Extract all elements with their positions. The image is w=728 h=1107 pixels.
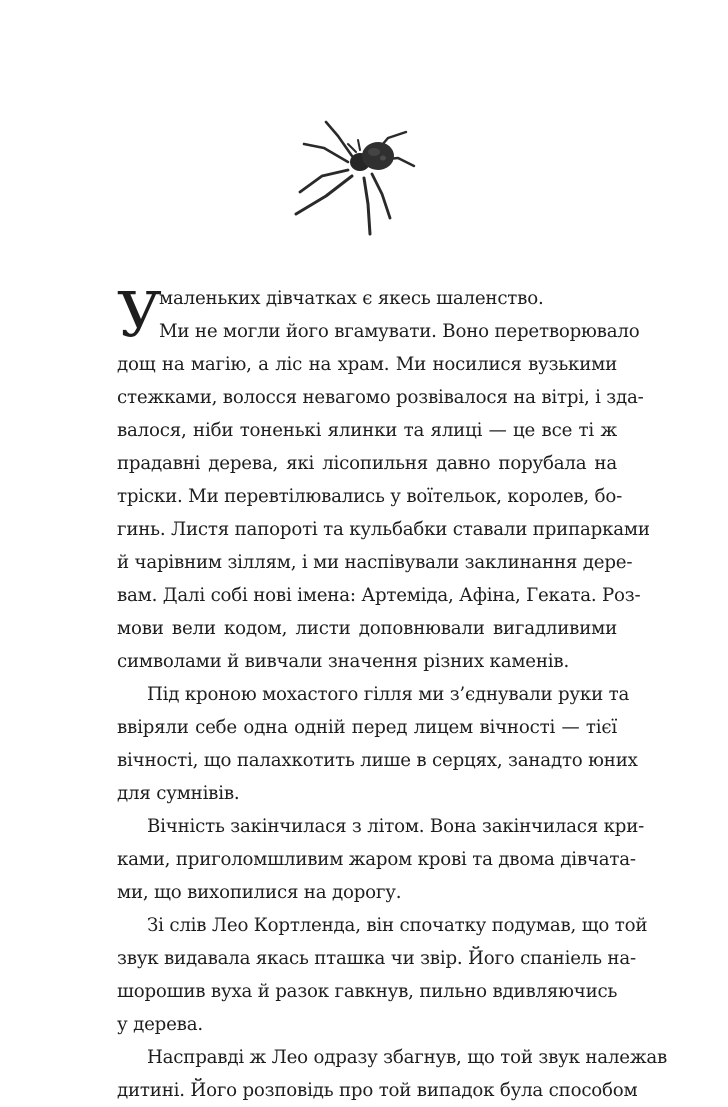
text-line: Зі слів Лео Кортленда, він спочатку подумав, що той xyxy=(147,915,648,936)
text-line: Ми не могли його вгамувати. Воно перетворювало xyxy=(159,321,640,342)
text-line: шорошив вуха й разок гавкнув, пильно вдивляючись xyxy=(117,981,618,1002)
text-line: ми, що вихопилися на дорогу. xyxy=(117,882,402,903)
drop-cap: У xyxy=(117,278,162,351)
text-line: Насправді ж Лео одразу збагнув, що той звук належав xyxy=(147,1047,668,1068)
text-line: й чарівним зіллям, і ми наспівували заклинання дере- xyxy=(117,552,633,573)
text-line: валося, ніби тоненькі ялинки та ялиці — це все ті ж xyxy=(117,420,617,441)
text-line: тріски. Ми перевтілювались у воїтельок, королев, бо- xyxy=(117,486,623,507)
text-lines xyxy=(117,278,668,1107)
text-line: звук видавала якась пташка чи звір. Його спаніель на- xyxy=(117,948,636,969)
text-line: у дерева. xyxy=(117,1014,203,1035)
text-line: вам. Далі собі нові імена: Артеміда, Афіна, Геката. Роз- xyxy=(117,585,641,606)
text-line: гинь. Листя папороті та кульбабки ставали припарками xyxy=(117,519,650,540)
text-line: прадавні дерева, які лісопильня давно порубала на xyxy=(117,453,617,474)
text-line: Вічність закінчилася з літом. Вона закінчилася кри- xyxy=(147,816,645,837)
text-line: стежками, волосся невагомо розвівалося на вітрі, і зда- xyxy=(117,387,644,408)
text-line: для сумнівів. xyxy=(117,783,240,804)
text-line: ввіряли себе одна одній перед лицем вічності — тієї xyxy=(117,717,617,738)
text-line: Під кроною мохастого гілля ми з’єднували руки та xyxy=(147,684,630,705)
text-line: дощ на магію, а ліс на храм. Ми носилися вузькими xyxy=(117,354,617,375)
text-line: мови вели кодом, листи доповнювали вигадливими xyxy=(117,618,617,639)
body-text xyxy=(117,278,668,1107)
text-line: вічності, що палахкотить лише в серцях, занадто юних xyxy=(117,750,638,771)
text-line: маленьких дівчатках є якесь шаленство. xyxy=(159,288,544,309)
text-line: дитині. Його розповідь про той випадок була способом xyxy=(117,1080,638,1101)
spider-icon xyxy=(286,118,426,242)
text-line: символами й вивчали значення різних каменів. xyxy=(117,651,570,672)
text-line: ками, приголомшливим жаром крові та двома дівчата- xyxy=(117,849,636,870)
